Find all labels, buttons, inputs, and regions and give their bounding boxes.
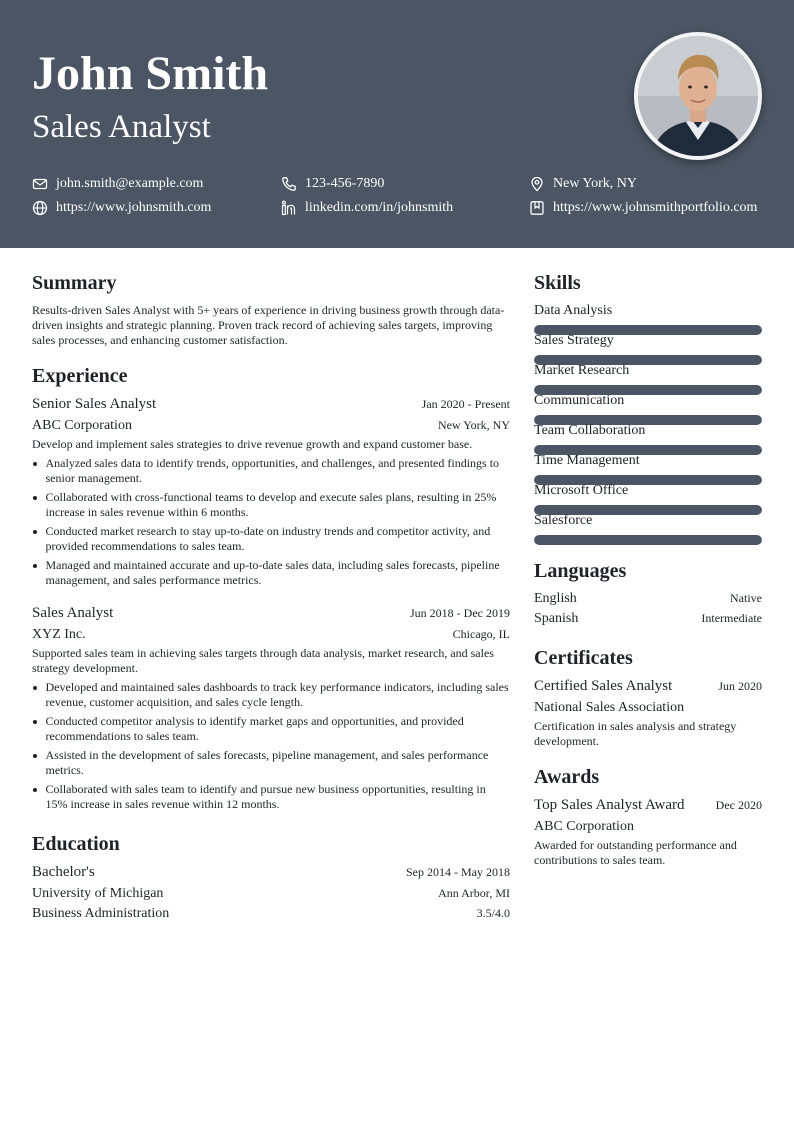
list-item: Assisted in the development of sales forecasts, pipeline management, and sales performance metrics.	[32, 748, 510, 778]
skill-label: Communication	[534, 393, 625, 408]
contact-linkedin[interactable]	[281, 199, 453, 217]
email-text[interactable]: john.smith@example.com	[56, 176, 204, 191]
certificate-name: Certified Sales Analyst	[534, 678, 673, 694]
award-date: Dec 2020	[715, 798, 762, 812]
contact-location	[529, 175, 637, 193]
map-pin-icon	[529, 176, 545, 192]
award-name: Top Sales Analyst Award	[534, 797, 685, 813]
summary-text: Results-driven Sales Analyst with 5+ years of experience in driving business growth through data-driven insights and strategic planning. Proven track record of achieving sales targets, improving sales processes, and enhancing customer satisfaction.	[32, 303, 505, 347]
language-name: Spanish	[534, 611, 579, 626]
skill-label: Data Analysis	[534, 303, 613, 318]
job-1-location: New York, NY	[437, 418, 510, 432]
education-dates: Sep 2014 - May 2018	[406, 865, 510, 879]
skill-item	[534, 362, 762, 384]
job-1-header	[32, 395, 510, 414]
award-issuer: ABC Corporation	[534, 819, 634, 834]
skill-item	[534, 422, 762, 444]
globe-icon	[32, 200, 48, 216]
skill-label: Market Research	[534, 363, 630, 378]
skills-heading: Skills	[534, 272, 581, 294]
language-level: Native	[730, 591, 762, 605]
education-field-row	[32, 904, 510, 923]
education-degree-row	[32, 863, 510, 882]
skill-label: Salesforce	[534, 513, 593, 528]
job-1-company: ABC Corporation	[32, 418, 132, 433]
languages-heading: Languages	[534, 560, 627, 582]
awards-heading: Awards	[534, 766, 600, 788]
certificate-date: Jun 2020	[718, 679, 762, 693]
bookmark-icon	[529, 200, 545, 216]
list-item: Managed and maintained accurate and up-to-date sales data, including sales forecasts, pipeline management, and sales performance metrics.	[32, 558, 510, 588]
job-2-bullets	[32, 680, 510, 816]
certificate-issuer: National Sales Association	[534, 700, 685, 715]
job-1-company-row	[32, 416, 510, 435]
language-name: English	[534, 591, 577, 606]
skill-label: Time Management	[534, 453, 640, 468]
resume-header	[0, 0, 794, 248]
job-1-bullets	[32, 456, 510, 592]
skill-label: Team Collaboration	[534, 423, 646, 438]
summary-heading: Summary	[32, 272, 117, 294]
portfolio-link[interactable]: https://www.johnsmithportfolio.com	[553, 200, 758, 215]
education-location: Ann Arbor, MI	[438, 886, 510, 900]
linkedin-link[interactable]: linkedin.com/in/johnsmith	[305, 200, 454, 215]
award-description: Awarded for outstanding performance and contributions to sales team.	[534, 838, 737, 867]
location-text: New York, NY	[553, 176, 638, 191]
profile-photo	[634, 32, 762, 160]
mail-icon	[32, 176, 48, 192]
certificate-issuer-row	[534, 698, 762, 717]
education-school-row	[32, 884, 510, 903]
linkedin-icon	[281, 200, 297, 216]
job-2-dates: Jun 2018 - Dec 2019	[410, 606, 510, 620]
certificates-heading: Certificates	[534, 647, 633, 669]
job-2-role: Sales Analyst	[32, 605, 114, 621]
list-item: Collaborated with sales team to identify and pursue new business opportunities, resulting in 15% increase in sales revenue within 12 months.	[32, 782, 510, 812]
skill-item	[534, 482, 762, 504]
certificate-description: Certification in sales analysis and strategy development.	[534, 719, 737, 748]
skill-item	[534, 302, 762, 324]
education-field: Business Administration	[32, 906, 170, 921]
skill-bar-fill	[534, 535, 762, 545]
skill-item	[534, 332, 762, 354]
job-1-dates: Jan 2020 - Present	[421, 397, 510, 411]
contact-website[interactable]	[32, 199, 211, 217]
certificate-row	[534, 677, 762, 696]
website-link[interactable]: https://www.johnsmith.com	[56, 200, 212, 215]
education-degree: Bachelor's	[32, 864, 95, 880]
contact-portfolio[interactable]	[529, 199, 757, 217]
list-item: Conducted market research to stay up-to-date on industry trends and competitor activity, and provided recommendations to sales team.	[32, 524, 510, 554]
phone-text[interactable]: 123-456-7890	[305, 176, 385, 191]
contact-phone[interactable]	[281, 175, 384, 193]
skill-item	[534, 452, 762, 474]
job-2-header	[32, 604, 510, 623]
job-2-location: Chicago, IL	[452, 627, 510, 641]
job-2-company: XYZ Inc.	[32, 627, 86, 642]
job-2-company-row	[32, 625, 510, 644]
job-2-description: Supported sales team in achieving sales targets through data analysis, market research, and sales strategy development.	[32, 646, 494, 675]
education-heading: Education	[32, 833, 120, 855]
skill-label: Microsoft Office	[534, 483, 629, 498]
education-gpa: 3.5/4.0	[476, 906, 510, 920]
language-row	[534, 589, 762, 608]
experience-heading: Experience	[32, 365, 128, 387]
list-item: Conducted competitor analysis to identify market gaps and opportunities, and provided recommendations to sales team.	[32, 714, 510, 744]
language-row	[534, 609, 762, 628]
list-item: Analyzed sales data to identify trends, opportunities, and challenges, and presented findings to senior management.	[32, 456, 510, 486]
candidate-name: John Smith	[32, 47, 269, 100]
phone-icon	[281, 176, 297, 192]
skill-item	[534, 392, 762, 414]
award-issuer-row	[534, 817, 762, 836]
list-item: Collaborated with cross-functional teams to develop and execute sales plans, resulting in 25% increase in sales revenue within 6 months.	[32, 490, 510, 520]
job-1-role: Senior Sales Analyst	[32, 396, 157, 412]
education-school: University of Michigan	[32, 886, 164, 901]
job-1-description: Develop and implement sales strategies to drive revenue growth and expand customer base.	[32, 437, 473, 451]
skill-item	[534, 512, 762, 534]
candidate-title: Sales Analyst	[32, 109, 211, 145]
list-item: Developed and maintained sales dashboards to track key performance indicators, including sales revenue, customer acquisition, and sales cycle length.	[32, 680, 510, 710]
skill-bar	[534, 535, 762, 545]
award-row	[534, 796, 762, 815]
language-level: Intermediate	[701, 611, 762, 625]
profile-photo-image	[638, 36, 758, 156]
contact-email[interactable]	[32, 175, 203, 193]
skill-label: Sales Strategy	[534, 333, 614, 348]
